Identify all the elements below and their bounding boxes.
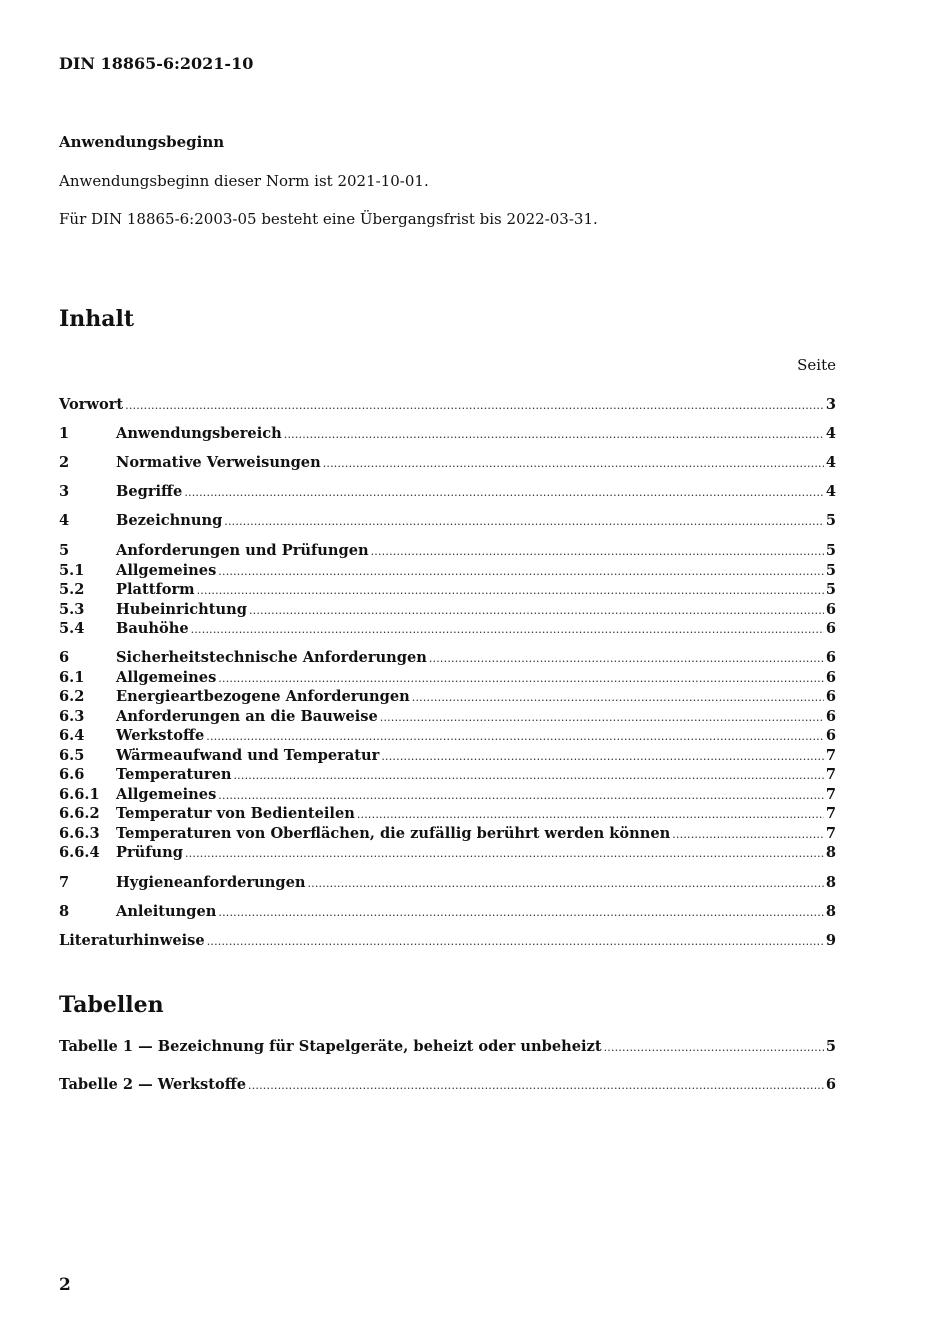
toc-entry-title: Allgemeines xyxy=(116,561,217,579)
toc-entry[interactable] xyxy=(59,648,836,668)
toc-entry-page: 7 xyxy=(825,766,836,783)
toc-entry-title: Werkstoffe xyxy=(116,727,205,744)
toc-entry[interactable] xyxy=(59,580,836,600)
table-list-entry[interactable] xyxy=(59,1075,836,1095)
toc-entry-page: 6 xyxy=(825,620,836,637)
dot-leader xyxy=(672,825,824,845)
toc-entry-page: 4 xyxy=(825,425,836,442)
toc-entry-page: 7 xyxy=(825,805,836,822)
toc-entry[interactable] xyxy=(59,453,836,473)
toc-entry-number: 2 xyxy=(59,454,70,471)
toc-entry[interactable] xyxy=(59,726,836,746)
contents-heading: Inhalt xyxy=(59,306,135,332)
toc-entry-title: Anforderungen und Prüfungen xyxy=(116,542,369,559)
toc-entry-title: Plattform xyxy=(116,581,195,598)
dot-leader xyxy=(184,483,824,503)
dot-leader xyxy=(380,708,824,728)
toc-entry-page: 6 xyxy=(825,707,836,725)
dot-leader xyxy=(218,562,824,582)
toc-entry[interactable] xyxy=(59,746,836,766)
dot-leader xyxy=(197,581,824,601)
toc-entry[interactable] xyxy=(59,843,836,863)
toc-entry-number: 6.6.1 xyxy=(59,785,100,803)
toc-entry-number: 6 xyxy=(59,649,70,666)
toc-entry-number: 7 xyxy=(59,874,70,891)
toc-entry[interactable] xyxy=(59,765,836,785)
toc-entry-title: Hygieneanforderungen xyxy=(116,874,306,891)
toc-entry-number: 8 xyxy=(59,903,70,920)
toc-entry-page: 4 xyxy=(825,454,836,471)
toc-entry[interactable] xyxy=(59,873,836,893)
dot-leader xyxy=(412,688,824,708)
toc-entry[interactable] xyxy=(59,902,836,922)
toc-entry-number: 6.1 xyxy=(59,668,85,686)
page-number: 2 xyxy=(59,1275,71,1295)
dot-leader xyxy=(284,425,824,445)
application-start-paragraph: Anwendungsbeginn dieser Norm ist 2021-10-01. xyxy=(59,172,429,190)
toc-entry[interactable] xyxy=(59,541,836,561)
toc-entry-page: 3 xyxy=(825,396,836,413)
dot-leader xyxy=(233,766,823,786)
toc-entry-page: 6 xyxy=(825,727,836,744)
toc-entry-title: Normative Verweisungen xyxy=(116,454,321,471)
toc-entry[interactable] xyxy=(59,785,836,805)
toc-entry-title: Vorwort xyxy=(59,396,124,413)
toc-entry-title: Literaturhinweise xyxy=(59,932,205,949)
transition-period-paragraph: Für DIN 18865-6:2003-05 besteht eine Übergangsfrist bis 2022-03-31. xyxy=(59,210,598,228)
toc-entry-title: Temperaturen xyxy=(116,766,232,783)
toc-entry-page: 7 xyxy=(825,785,836,803)
toc-entry-number: 6.2 xyxy=(59,688,85,705)
toc-entry-title: Bezeichnung xyxy=(116,512,223,529)
toc-entry-title: Bauhöhe xyxy=(116,620,189,637)
toc-entry-title: Prüfung xyxy=(116,844,183,861)
toc-entry-title: Hubeinrichtung xyxy=(116,600,247,618)
toc-entry[interactable] xyxy=(59,561,836,581)
toc-entry[interactable] xyxy=(59,707,836,727)
toc-entry-page: 5 xyxy=(825,512,836,529)
dot-leader xyxy=(381,747,824,767)
dot-leader xyxy=(218,669,824,689)
toc-entry[interactable] xyxy=(59,395,836,415)
toc-entry[interactable] xyxy=(59,424,836,444)
toc-entry-page: 7 xyxy=(825,746,836,764)
toc-entry-page: 7 xyxy=(825,824,836,842)
toc-entry-page: 8 xyxy=(825,874,836,891)
dot-leader xyxy=(357,805,824,825)
page-column-label: Seite xyxy=(797,356,836,374)
toc-entry[interactable] xyxy=(59,511,836,531)
document-id: DIN 18865-6:2021-10 xyxy=(59,54,254,73)
toc-entry-page: 5 xyxy=(825,542,836,559)
dot-leader xyxy=(604,1038,824,1058)
table-list-entry-title: Tabelle 2 — Werkstoffe xyxy=(59,1076,247,1093)
toc-entry-title: Temperatur von Bedienteilen xyxy=(116,805,355,822)
tables-heading: Tabellen xyxy=(59,992,164,1018)
toc-entry[interactable] xyxy=(59,931,836,951)
toc-entry[interactable] xyxy=(59,619,836,639)
application-start-title: Anwendungsbeginn xyxy=(59,133,225,151)
toc-entry[interactable] xyxy=(59,804,836,824)
toc-entry-title: Sicherheitstechnische Anforderungen xyxy=(116,649,427,666)
dot-leader xyxy=(185,844,824,864)
toc-entry[interactable] xyxy=(59,824,836,844)
toc-entry-page: 5 xyxy=(825,561,836,579)
table-list-entry-title: Tabelle 1 — Bezeichnung für Stapelgeräte, beheizt oder unbeheizt xyxy=(59,1038,602,1055)
toc-entry-title: Anwendungsbereich xyxy=(116,425,282,442)
dot-leader xyxy=(218,786,824,806)
toc-entry-number: 6.4 xyxy=(59,727,85,744)
toc-entry[interactable] xyxy=(59,482,836,502)
dot-leader xyxy=(218,903,823,923)
toc-entry-page: 6 xyxy=(825,668,836,686)
table-list-entry[interactable] xyxy=(59,1037,836,1057)
toc-entry[interactable] xyxy=(59,687,836,707)
toc-entry-title: Temperaturen von Oberflächen, die zufällig berührt werden können xyxy=(116,824,671,842)
toc-entry-page: 6 xyxy=(825,649,836,666)
dot-leader xyxy=(307,874,823,894)
toc-entry-title: Wärmeaufwand und Temperatur xyxy=(116,746,380,764)
table-list-entry-page: 5 xyxy=(825,1038,836,1055)
toc-entry-title: Energieartbezogene Anforderungen xyxy=(116,688,410,705)
toc-entry-title: Begriffe xyxy=(116,483,183,500)
toc-entry-page: 5 xyxy=(825,581,836,598)
toc-entry-page: 6 xyxy=(825,600,836,618)
dot-leader xyxy=(249,601,824,621)
toc-entry-page: 4 xyxy=(825,483,836,500)
dot-leader xyxy=(224,512,824,532)
toc-entry-number: 6.6 xyxy=(59,766,85,783)
toc-entry-number: 5.1 xyxy=(59,561,85,579)
toc-entry-number: 6.6.3 xyxy=(59,824,100,842)
toc-entry-page: 8 xyxy=(825,844,836,861)
toc-entry-number: 6.5 xyxy=(59,746,85,764)
toc-entry-number: 3 xyxy=(59,483,70,500)
dot-leader xyxy=(371,542,824,562)
toc-entry-number: 4 xyxy=(59,512,70,529)
toc-entry-number: 5 xyxy=(59,542,70,559)
toc-entry-number: 5.2 xyxy=(59,581,85,598)
dot-leader xyxy=(429,649,824,669)
toc-entry-number: 6.6.2 xyxy=(59,805,100,822)
dot-leader xyxy=(207,932,824,952)
toc-entry-number: 5.4 xyxy=(59,620,85,637)
toc-entry-page: 6 xyxy=(825,688,836,705)
toc-entry[interactable] xyxy=(59,600,836,620)
toc-entry-number: 6.3 xyxy=(59,707,85,725)
dot-leader xyxy=(248,1076,824,1096)
toc-entry-number: 1 xyxy=(59,425,70,442)
dot-leader xyxy=(323,454,824,474)
table-list-entry-page: 6 xyxy=(825,1076,836,1093)
toc-entry-number: 6.6.4 xyxy=(59,844,100,861)
toc-entry-title: Anforderungen an die Bauweise xyxy=(116,707,378,725)
dot-leader xyxy=(125,396,824,416)
toc-entry[interactable] xyxy=(59,668,836,688)
toc-entry-page: 8 xyxy=(825,903,836,920)
toc-entry-page: 9 xyxy=(825,932,836,949)
toc-entry-title: Anleitungen xyxy=(116,903,217,920)
toc-entry-title: Allgemeines xyxy=(116,785,217,803)
toc-entry-title: Allgemeines xyxy=(116,668,217,686)
dot-leader xyxy=(206,727,824,747)
dot-leader xyxy=(191,620,824,640)
toc-entry-number: 5.3 xyxy=(59,600,85,618)
